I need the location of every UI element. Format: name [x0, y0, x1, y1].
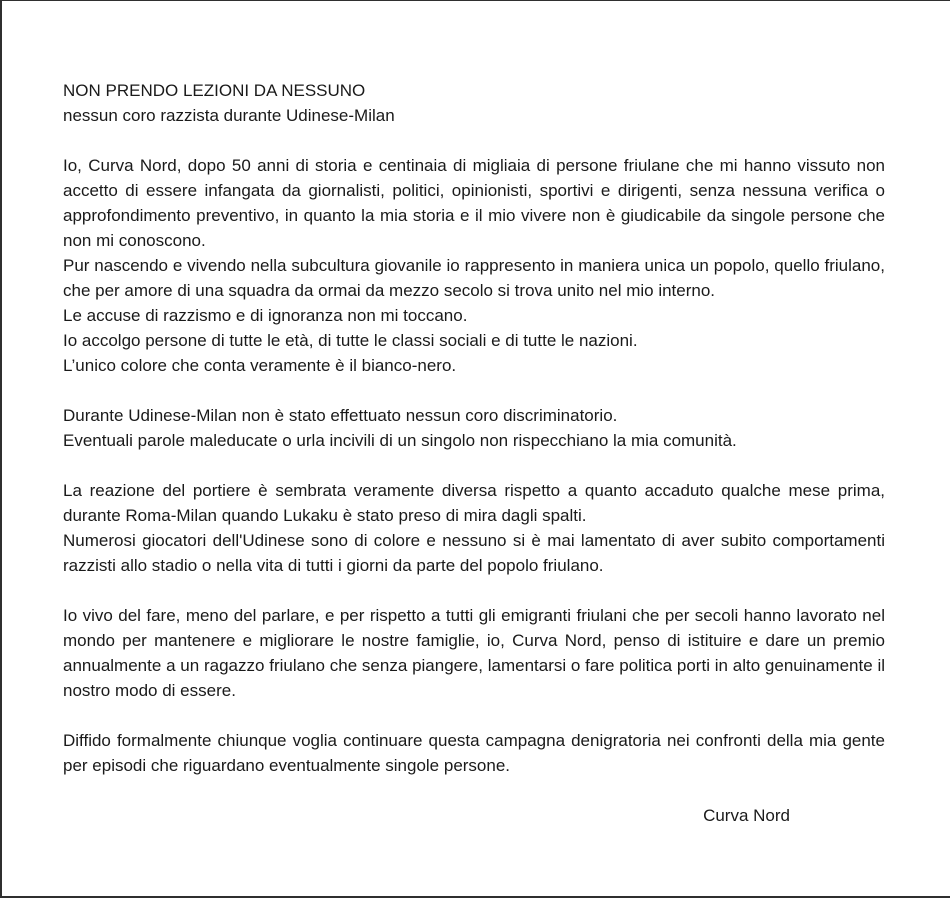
paragraph: Le accuse di razzismo e di ignoranza non mi toccano. [63, 306, 468, 325]
paragraph: Numerosi giocatori dell'Udinese sono di colore e nessuno si è mai lamentato di aver subito comportamenti razzisti allo stadio o nella vita di tutti i giorni da parte del popolo friulano. [63, 531, 885, 575]
paragraph: Pur nascendo e vivendo nella subcultura giovanile io rappresento in maniera unica un popolo, quello friulano, che per amore di una squadra da ormai da mezzo secolo si trova unito nel mio interno. [63, 256, 885, 300]
paragraph: L’unico colore che conta veramente è il bianco-nero. [63, 356, 457, 375]
paragraph-group [63, 153, 885, 378]
paragraph: Eventuali parole maleducate o urla incivili di un singolo non rispecchiano la mia comunità. [63, 431, 737, 450]
paragraph-group [63, 478, 885, 578]
statement-subtitle: nessun coro razzista durante Udinese-Milan [63, 106, 395, 125]
paragraph: La reazione del portiere è sembrata veramente diversa rispetto a quanto accaduto qualche mese prima, durante Roma-Milan quando Lukaku è stato preso di mira dagli spalti. [63, 481, 885, 525]
paragraph: Io, Curva Nord, dopo 50 anni di storia e centinaia di migliaia di persone friulane che mi hanno vissuto non accetto di essere infangata da giornalisti, politici, opinionisti, sportivi e dirigenti, senza nessuna verifica o approfondimento preventivo, in quanto la mia storia e il mio vivere non è giudicabile da singole persone che non mi conoscono. [63, 156, 885, 250]
paragraph-group [63, 403, 885, 453]
statement-header [63, 78, 885, 128]
statement-title: NON PRENDO LEZIONI DA NESSUNO [63, 81, 366, 100]
paragraph: Io vivo del fare, meno del parlare, e per rispetto a tutti gli emigranti friulani che per secoli hanno lavorato nel mondo per mantenere e migliorare le nostre famiglie, io, Curva Nord, penso di istituire e dare un premio annualmente a un ragazzo friulano che senza piangere, lamentarsi o fare politica porti in alto genuinamente il nostro modo di essere. [63, 606, 885, 700]
paragraph: Diffido formalmente chiunque voglia continuare questa campagna denigratoria nei confronti della mia gente per episodi che riguardano eventualmente singole persone. [63, 731, 885, 775]
paragraph: Durante Udinese-Milan non è stato effettuato nessun coro discriminatorio. [63, 406, 618, 425]
signature: Curva Nord [703, 806, 790, 825]
paragraph-group [63, 728, 885, 778]
statement-body [63, 78, 885, 828]
paragraph-group [63, 603, 885, 703]
paragraph: Io accolgo persone di tutte le età, di tutte le classi sociali e di tutte le nazioni. [63, 331, 638, 350]
